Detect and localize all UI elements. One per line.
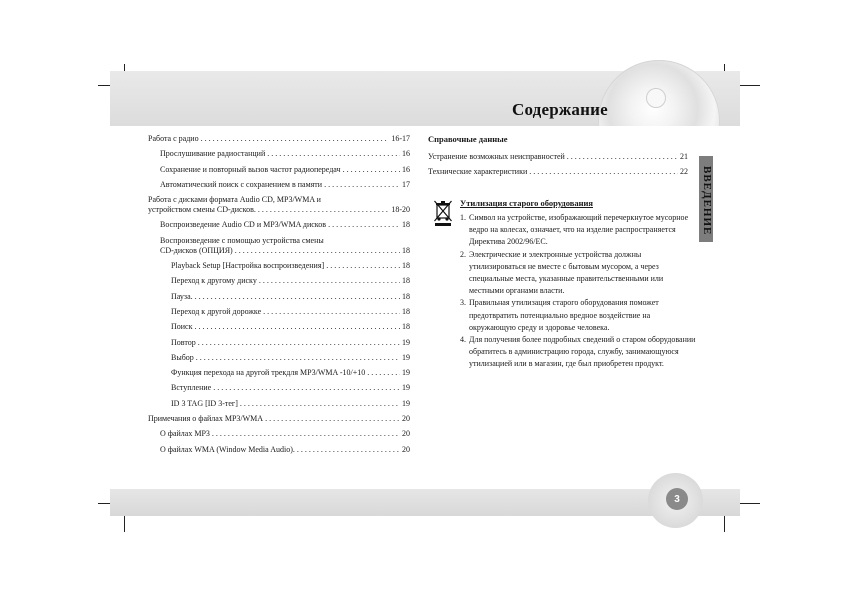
toc-entry-page: 20 <box>402 429 410 439</box>
toc-entry-page: 19 <box>402 398 410 408</box>
toc-entry-page: 18 <box>402 291 410 301</box>
weee-list-text: Для получения более подробных сведений о старом оборудовании обратитесь в администрацию города, службу, занимающуюся утилизацией или в магазин, где был приобретен продукт. <box>469 335 696 369</box>
weee-list-text: Правильная утилизация старого оборудования поможет предотвратить потенциально вредное воздействие на окружающую среду и здоровье человека. <box>469 298 659 332</box>
reference-entry-label: Устранение возможных неисправностей <box>428 152 565 161</box>
toc-leader-dots <box>326 261 400 271</box>
toc-entry <box>148 322 410 332</box>
toc-leader-dots <box>201 134 390 144</box>
toc-entry-page: 19 <box>402 383 410 393</box>
toc-entry <box>148 292 410 302</box>
toc-entry <box>148 429 410 439</box>
toc-entry-page: 20 <box>402 444 410 454</box>
toc-entry <box>148 205 410 215</box>
weee-list-number: 2. <box>460 249 466 259</box>
toc-entry <box>148 149 410 159</box>
toc-entry-label: Переход к другой дорожке <box>171 306 262 316</box>
reference-entry-page: 22 <box>680 167 688 176</box>
toc-entry-page: 18 <box>402 220 410 230</box>
toc-entry-label: Playback Setup [Настройка воспроизведения] <box>171 261 325 271</box>
toc-leader-dots <box>567 152 678 162</box>
weee-list-item <box>460 212 696 249</box>
table-of-contents <box>148 134 410 460</box>
weee-list-number: 3. <box>460 298 466 308</box>
toc-leader-dots <box>195 322 401 332</box>
toc-entry-label: Работа с радио <box>148 134 199 143</box>
reference-list <box>428 152 688 177</box>
toc-entry-label: CD-дисков (ОПЦИЯ) <box>160 245 233 255</box>
toc-entry <box>148 236 410 246</box>
toc-entry <box>148 246 410 256</box>
toc-leader-dots <box>328 220 400 230</box>
toc-entry-page: 19 <box>402 368 410 378</box>
toc-entry-label: Воспроизведение Audio CD и MP3/WMA дисков <box>160 220 327 230</box>
toc-leader-dots <box>529 167 678 177</box>
toc-entry-label: ID 3 TAG [ID 3-тег] <box>171 398 238 408</box>
toc-entry <box>148 338 410 348</box>
toc-entry-page: 19 <box>402 337 410 347</box>
toc-entry-page: 18 <box>402 261 410 271</box>
toc-leader-dots <box>258 205 389 215</box>
toc-entry <box>148 368 410 378</box>
toc-entry <box>148 195 410 205</box>
toc-entry-label: Переход к другому диску <box>171 276 257 286</box>
weee-list-text: Электрические и электронные устройства должны утилизироваться не вместе с бытовым мусором, а через специальные места, указанные правительственными или местными органами власти. <box>469 249 664 296</box>
toc-entry-label: Примечания о файлах MP3/WMA <box>148 414 264 424</box>
toc-entry <box>148 220 410 230</box>
reference-heading: Справочные данные <box>428 134 508 144</box>
toc-entry-page: 17 <box>402 179 410 189</box>
toc-leader-dots <box>195 292 400 302</box>
reference-entry <box>428 167 688 177</box>
weee-list-item <box>460 334 696 371</box>
weee-list-text: Символ на устройстве, изображающий перечеркнутое мусорное ведро на колесах, означает, что на изделие распространяется Директива 2002/96/ЕС. <box>469 213 689 247</box>
toc-leader-dots <box>265 414 400 424</box>
toc-entry-label: Автоматический поиск с сохранением в памяти <box>160 179 323 189</box>
toc-entry-page: 18 <box>402 322 410 332</box>
toc-entry-label: Повтор <box>171 337 196 347</box>
toc-leader-dots <box>263 307 400 317</box>
reference-entry-label: Технические характеристики <box>428 167 528 176</box>
toc-entry-label: Выбор <box>171 352 194 362</box>
toc-entry <box>148 353 410 363</box>
toc-leader-dots <box>343 165 400 175</box>
toc-leader-dots <box>324 180 400 190</box>
toc-leader-dots <box>267 149 400 159</box>
toc-leader-dots <box>297 445 400 455</box>
toc-entry-label: Прослушивание радиостанций <box>160 149 266 159</box>
toc-entry-label: Поиск <box>171 322 193 332</box>
reference-section <box>428 134 688 182</box>
toc-entry <box>148 383 410 393</box>
footer-band <box>110 489 740 516</box>
toc-entry-label: Пауза. <box>171 291 193 301</box>
toc-leader-dots <box>367 368 400 378</box>
toc-entry-page: 20 <box>402 414 410 424</box>
weee-title: Утилизация старого оборудования <box>460 198 594 208</box>
toc-entry-label: Вступление <box>171 383 212 393</box>
weee-list-number: 1. <box>460 213 466 222</box>
toc-entry-label: Сохранение и повторный вызов частот радиопередач <box>160 164 341 174</box>
toc-leader-dots <box>196 353 400 363</box>
section-side-tab-label: ВВЕДЕНИЕ <box>701 166 713 236</box>
toc-leader-dots <box>198 338 400 348</box>
toc-entry-page: 16-17 <box>391 134 410 143</box>
toc-entry-page: 16 <box>402 149 410 159</box>
toc-entry <box>148 165 410 175</box>
toc-entry-label: Работа с дисками формата Audio CD, MP3/WMA и <box>148 195 321 205</box>
toc-entry-label: Функция перехода на другой трекдля MP3/WMA -10/+10 <box>171 368 366 378</box>
toc-entry-page: 16 <box>402 164 410 174</box>
toc-entry <box>148 134 410 144</box>
toc-entry-label: О файлах WMA (Window Media Audio). <box>160 444 295 454</box>
toc-entry <box>148 261 410 271</box>
toc-entry <box>148 414 410 424</box>
toc-entry <box>148 307 410 317</box>
toc-entry-label: Воспроизведение с помощью устройства смены <box>160 235 324 245</box>
weee-list-item <box>460 249 696 298</box>
toc-leader-dots <box>235 246 400 256</box>
toc-entry-page: 19 <box>402 352 410 362</box>
toc-leader-dots <box>240 399 400 409</box>
toc-entry <box>148 180 410 190</box>
reference-entry <box>428 152 688 162</box>
toc-entry-page: 18 <box>402 245 410 255</box>
weee-list <box>460 212 696 371</box>
toc-leader-dots <box>259 276 400 286</box>
toc-entry-label: устройством смены CD-дисков. <box>148 205 256 215</box>
toc-entry <box>148 399 410 409</box>
toc-entry <box>148 445 410 455</box>
weee-list-item <box>460 297 696 334</box>
toc-entry-page: 18 <box>402 306 410 316</box>
toc-entry-label: О файлах MP3 <box>160 429 210 439</box>
toc-entry-page: 18-20 <box>391 205 410 215</box>
toc-entry <box>148 276 410 286</box>
page-title: Содержание <box>512 100 608 119</box>
page-number: 3 <box>666 488 688 510</box>
weee-list-number: 4. <box>460 335 466 345</box>
reference-entry-page: 21 <box>680 152 688 161</box>
toc-leader-dots <box>212 429 400 439</box>
toc-entry-page: 18 <box>402 276 410 286</box>
toc-leader-dots <box>213 383 400 393</box>
crossed-out-bin-icon <box>434 200 452 226</box>
